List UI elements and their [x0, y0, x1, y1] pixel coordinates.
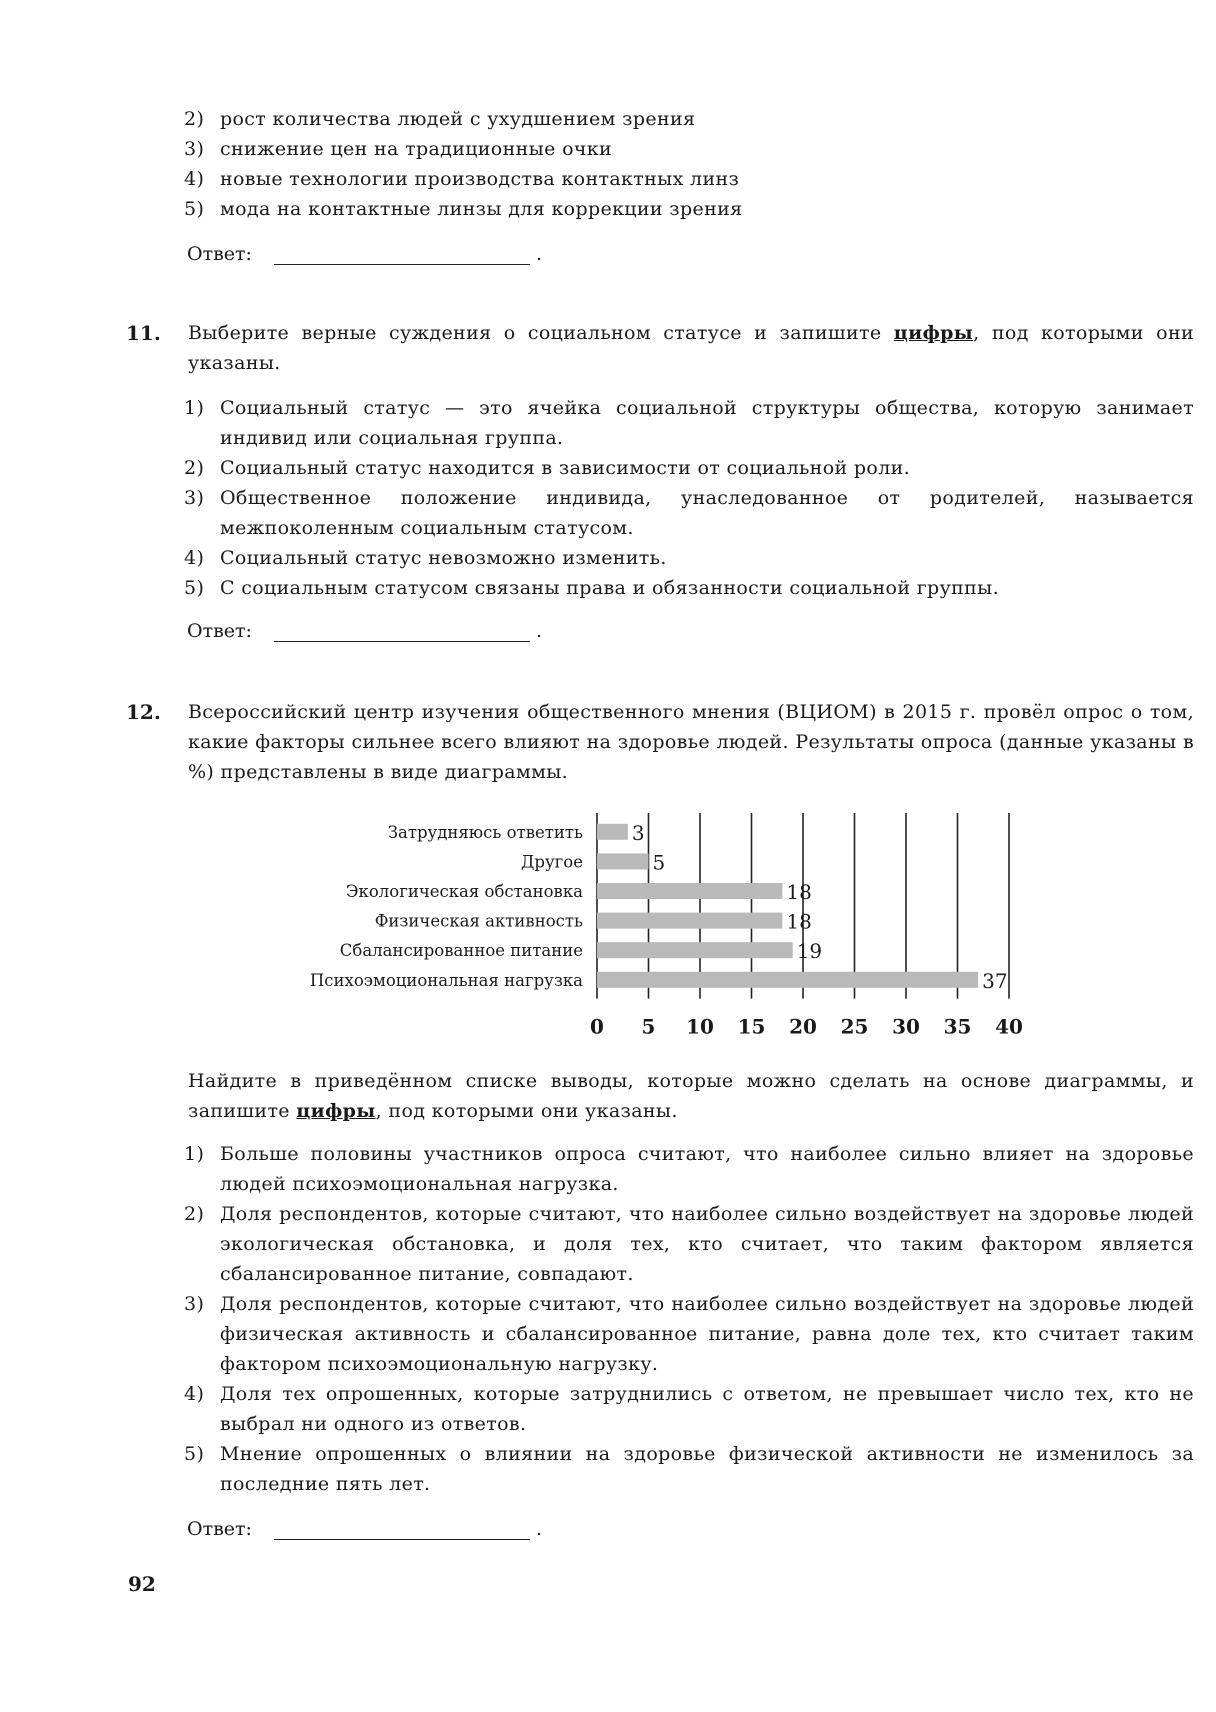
option-text: новые технологии производства контактных линз [220, 168, 740, 190]
x-tick-label: 15 [737, 1014, 766, 1039]
answer-line[interactable] [274, 244, 530, 265]
list-item [184, 543, 1194, 573]
x-tick-label: 40 [995, 1014, 1023, 1039]
category-label: Сбалансированное питание [339, 941, 583, 961]
question-text-end: , под которыми они указаны. [188, 322, 1194, 374]
list-item [184, 453, 1194, 483]
x-tick-label: 25 [840, 1014, 869, 1039]
data-label: 18 [786, 909, 812, 934]
question-emphasis: цифры [893, 322, 974, 344]
x-tick-label: 30 [892, 1014, 920, 1039]
list-item [184, 573, 1194, 603]
option-number: 1) [184, 397, 205, 419]
x-tick-label: 35 [943, 1014, 972, 1039]
instruction-text [188, 1066, 1194, 1126]
list-item [184, 393, 1194, 453]
option-text: Социальный статус невозможно изменить. [220, 547, 667, 569]
task-number: 12. [126, 700, 161, 724]
task-11-options [184, 393, 1194, 603]
option-number: 5) [184, 198, 205, 220]
option-text: Социальный статус — это ячейка социальной структуры общества, которую занимает индивид или социальная группа. [220, 397, 1194, 449]
page-number: 92 [128, 1572, 156, 1596]
option-number: 2) [184, 457, 205, 479]
option-text: Доля респондентов, которые считают, что наиболее сильно воздействует на здоровье людей экологическая обстановка, и доля тех, кто считает, что таким фактором является сбалансированное питание, совпадают. [220, 1203, 1194, 1285]
bar [597, 942, 793, 958]
x-tick-label: 10 [686, 1014, 714, 1039]
data-label: 37 [982, 968, 1008, 993]
list-item [184, 134, 1194, 164]
bar [597, 883, 782, 899]
instruction-emphasis: цифры [296, 1100, 376, 1122]
data-label: 3 [631, 820, 645, 845]
option-number: 5) [184, 577, 205, 599]
option-text: рост количества людей с ухудшением зрения [220, 108, 696, 130]
option-number: 3) [184, 138, 205, 160]
instruction-text-start: Найдите в приведённом списке выводы, которые можно сделать на основе диаграммы, и запишите [188, 1070, 1194, 1122]
category-label: Психоэмоциональная нагрузка [309, 970, 583, 990]
option-text: Доля тех опрошенных, которые затруднились с ответом, не превышает число тех, кто не выбрал ни одного из ответов. [220, 1383, 1194, 1435]
answer-label: Ответ: [187, 1518, 252, 1540]
task-question: Всероссийский центр изучения общественного мнения (ВЦИОМ) в 2015 г. провёл опрос о том, какие факторы сильнее всего влияют на здоровье людей. Результаты опроса (данные указаны в %) представлены в виде диаграммы. [188, 701, 1194, 783]
task-12 [126, 697, 1194, 787]
survey-bar-chart [270, 805, 1040, 1050]
answer-end: . [535, 1518, 542, 1540]
category-label: Затрудняюсь ответить [387, 822, 583, 842]
answer-end: . [535, 243, 542, 265]
option-text: Социальный статус находится в зависимости от социальной роли. [220, 457, 911, 479]
option-number: 3) [184, 1293, 205, 1315]
list-item [184, 164, 1194, 194]
option-number: 4) [184, 1383, 205, 1405]
option-text: Общественное положение индивида, унаследованное от родителей, называется межпоколенным социальным статусом. [220, 487, 1194, 539]
prev-task-options [184, 104, 1194, 224]
option-number: 4) [184, 168, 205, 190]
answer-end: . [535, 620, 542, 642]
bar [597, 853, 649, 869]
option-number: 5) [184, 1443, 205, 1465]
list-item [184, 1289, 1194, 1379]
task-12-instruction [126, 1066, 1194, 1126]
option-number: 2) [184, 108, 205, 130]
list-item [184, 483, 1194, 543]
option-text: Доля респондентов, которые считают, что наиболее сильно воздействует на здоровье людей физическая активность и сбалансированное питание, равна доле тех, кто считает таким фактором психоэмоциональную нагрузку. [220, 1293, 1194, 1375]
list-item [184, 1379, 1194, 1439]
chart-svg [270, 805, 1040, 1050]
bar [597, 913, 782, 929]
option-number: 3) [184, 487, 205, 509]
answer-field-12 [187, 1518, 542, 1540]
task-number: 11. [126, 321, 161, 345]
option-text: снижение цен на традиционные очки [220, 138, 613, 160]
x-tick-label: 20 [789, 1014, 817, 1039]
data-label: 18 [786, 880, 812, 904]
list-item [184, 1439, 1194, 1499]
option-text: С социальным статусом связаны права и обязанности социальной группы. [220, 577, 999, 599]
category-label: Другое [520, 852, 583, 872]
instruction-text-end: , под которыми они указаны. [375, 1100, 678, 1122]
answer-label: Ответ: [187, 620, 252, 642]
answer-field-11 [187, 620, 542, 642]
option-number: 4) [184, 547, 205, 569]
option-text: Мнение опрошенных о влиянии на здоровье физической активности не изменилось за последние пять лет. [220, 1443, 1194, 1495]
question-text: Выберите верные суждения о социальном статусе и запишите [188, 322, 894, 344]
list-item [184, 104, 1194, 134]
option-text: мода на контактные линзы для коррекции зрения [220, 198, 743, 220]
list-item [184, 1139, 1194, 1199]
task-11 [126, 318, 1194, 378]
answer-field-prev [187, 243, 542, 265]
bar [597, 972, 978, 988]
task-question [188, 318, 1194, 378]
option-number: 1) [184, 1143, 205, 1165]
data-label: 19 [796, 939, 823, 964]
answer-line[interactable] [274, 1519, 530, 1540]
category-label: Экологическая обстановка [345, 882, 583, 901]
list-item [184, 1199, 1194, 1289]
answer-line[interactable] [274, 621, 530, 642]
x-tick-label: 0 [590, 1014, 604, 1039]
option-text: Больше половины участников опроса считают, что наиболее сильно влияет на здоровье людей психоэмоциональная нагрузка. [220, 1143, 1194, 1195]
bar [597, 824, 628, 840]
x-tick-label: 5 [641, 1014, 656, 1039]
list-item [184, 194, 1194, 224]
category-label: Физическая активность [374, 911, 583, 931]
data-label: 5 [652, 850, 666, 875]
option-number: 2) [184, 1203, 205, 1225]
answer-label: Ответ: [187, 243, 252, 265]
task-12-options [184, 1139, 1194, 1499]
